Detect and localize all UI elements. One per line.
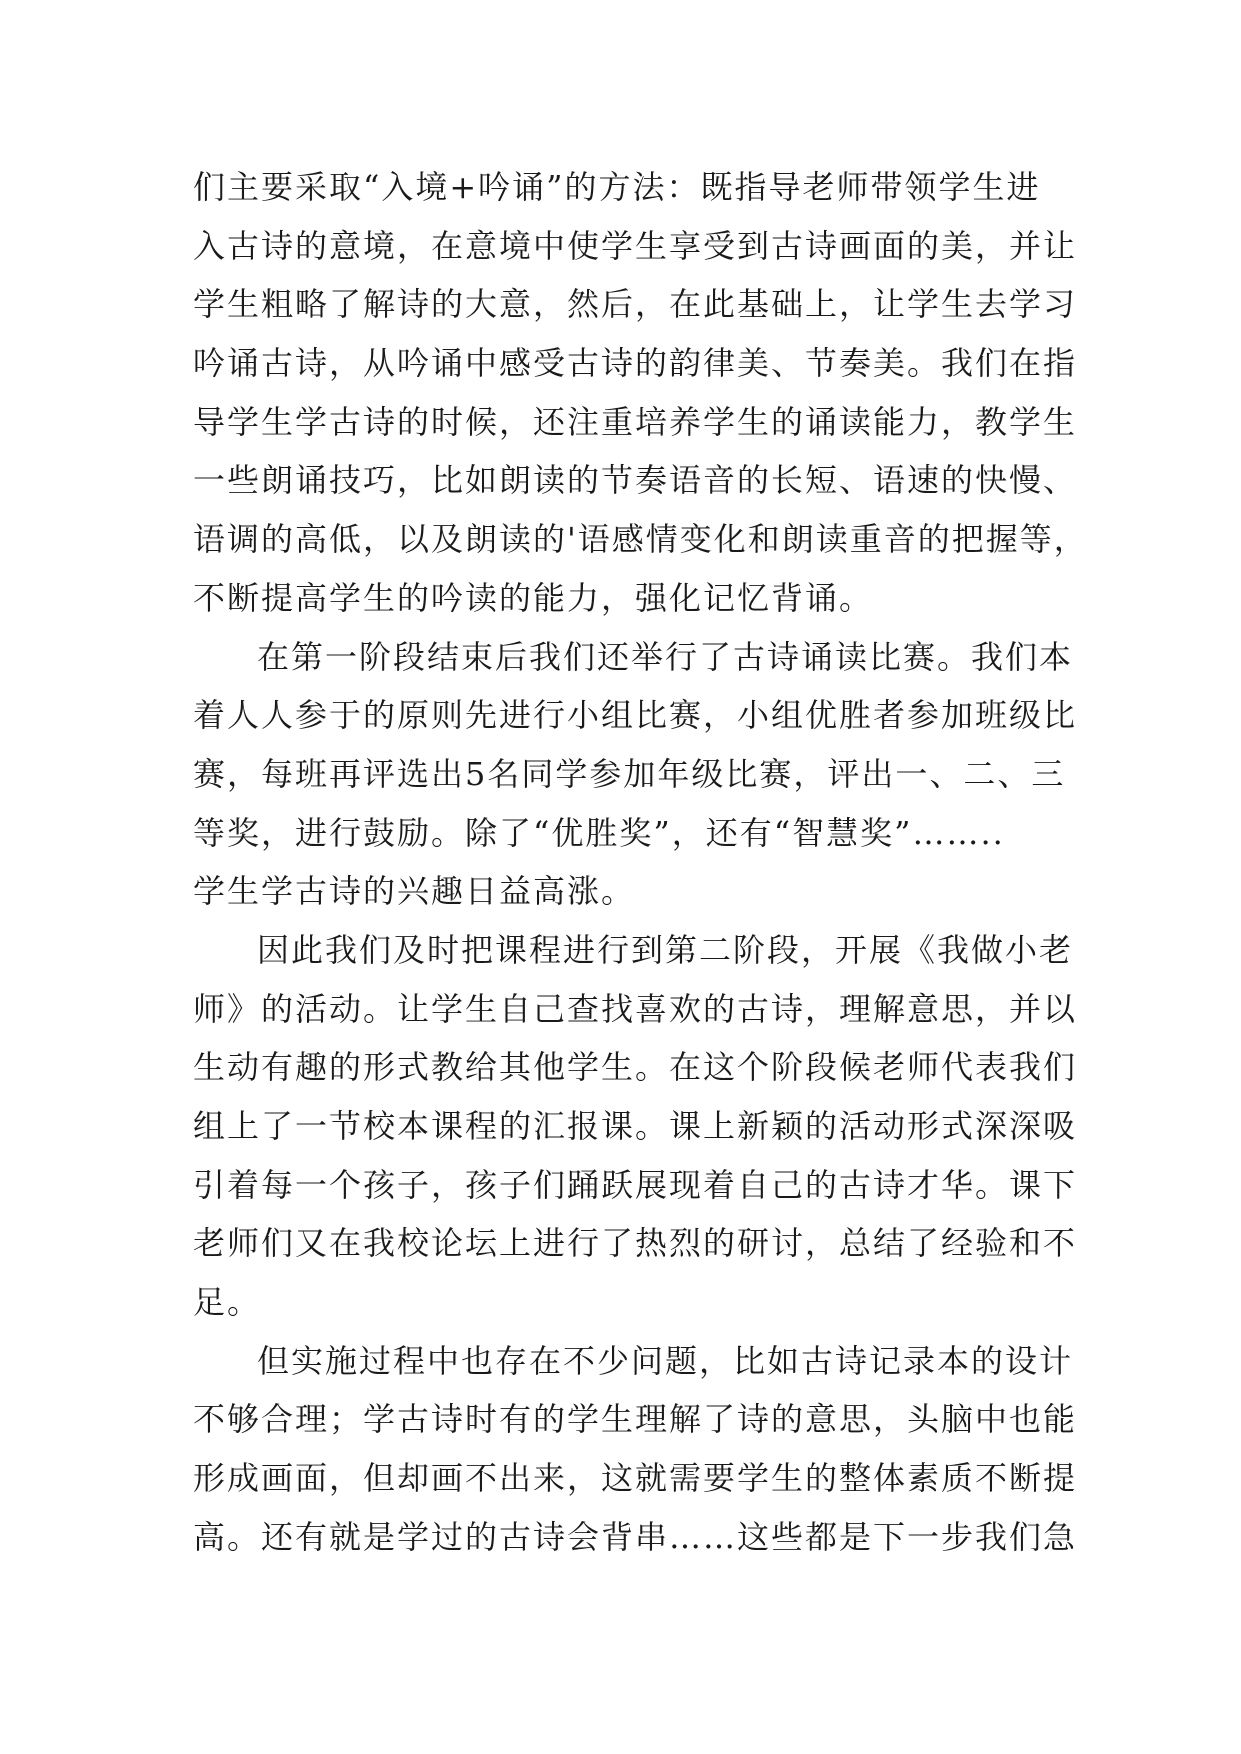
text-line: 赛，每班再评选出5名同学参加年级比赛，评出一、二、三 [193,754,1066,793]
text-line: 老师们又在我校论坛上进行了热烈的研讨，总结了经验和不 [193,1224,1078,1263]
text-line: 师》的活动。让学生自己查找喜欢的古诗，理解意思，并以 [193,989,1078,1028]
text-line: 不够合理；学古诗时有的学生理解了诗的意思，头脑中也能 [193,1400,1078,1439]
body-text [193,158,1088,1567]
text-line: 吟诵古诗，从吟诵中感受古诗的韵律美、节奏美。我们在指 [193,344,1078,383]
text-line: 们主要采取“入境+吟诵”的方法：既指导老师带领学生进 [193,168,1041,206]
text-line: 高。还有就是学过的古诗会背串……这些都是下一步我们急 [193,1517,1078,1556]
paragraph-first-line: 但实施过程中也存在不少问题，比如古诗记录本的设计 [257,1341,1074,1380]
paragraph-first-line: 在第一阶段结束后我们还举行了古诗诵读比赛。我们本 [257,637,1074,676]
text-line: 组上了一节校本课程的汇报课。课上新颖的活动形式深深吸 [193,1107,1078,1145]
text-line: 形成画面，但却画不出来，这就需要学生的整体素质不断提 [193,1459,1078,1498]
text-line: 等奖，进行鼓励。除了“优胜奖”，还有“智慧奖”…….. [193,813,1005,852]
text-line: 语调的高低，以及朗读的'语感情变化和朗读重音的把握等， [193,520,1088,559]
text-line: 导学生学古诗的时候，还注重培养学生的诵读能力，教学生 [193,402,1078,441]
text-line: 不断提高学生的吟读的能力，强化记忆背诵。 [193,578,874,617]
text-line: 学生学古诗的兴趣日益高涨。 [193,872,636,911]
text-line: 引着每一个孩子，孩子们踊跃展现着自己的古诗才华。课下 [193,1165,1078,1204]
text-line: 一些朗诵技巧，比如朗读的节奏语音的长短、语速的快慢、 [193,461,1078,500]
paragraph-first-line: 因此我们及时把课程进行到第二阶段，开展《我做小老 [257,930,1074,969]
text-line: 着人人参于的原则先进行小组比赛，小组优胜者参加班级比 [193,696,1078,735]
text-line: 入古诗的意境，在意境中使学生享受到古诗画面的美，并让 [193,226,1078,265]
text-line: 生动有趣的形式教给其他学生。在这个阶段候老师代表我们 [193,1048,1078,1087]
text-line: 足。 [193,1283,262,1322]
text-line: 学生粗略了解诗的大意，然后，在此基础上，让学生去学习 [193,285,1078,324]
